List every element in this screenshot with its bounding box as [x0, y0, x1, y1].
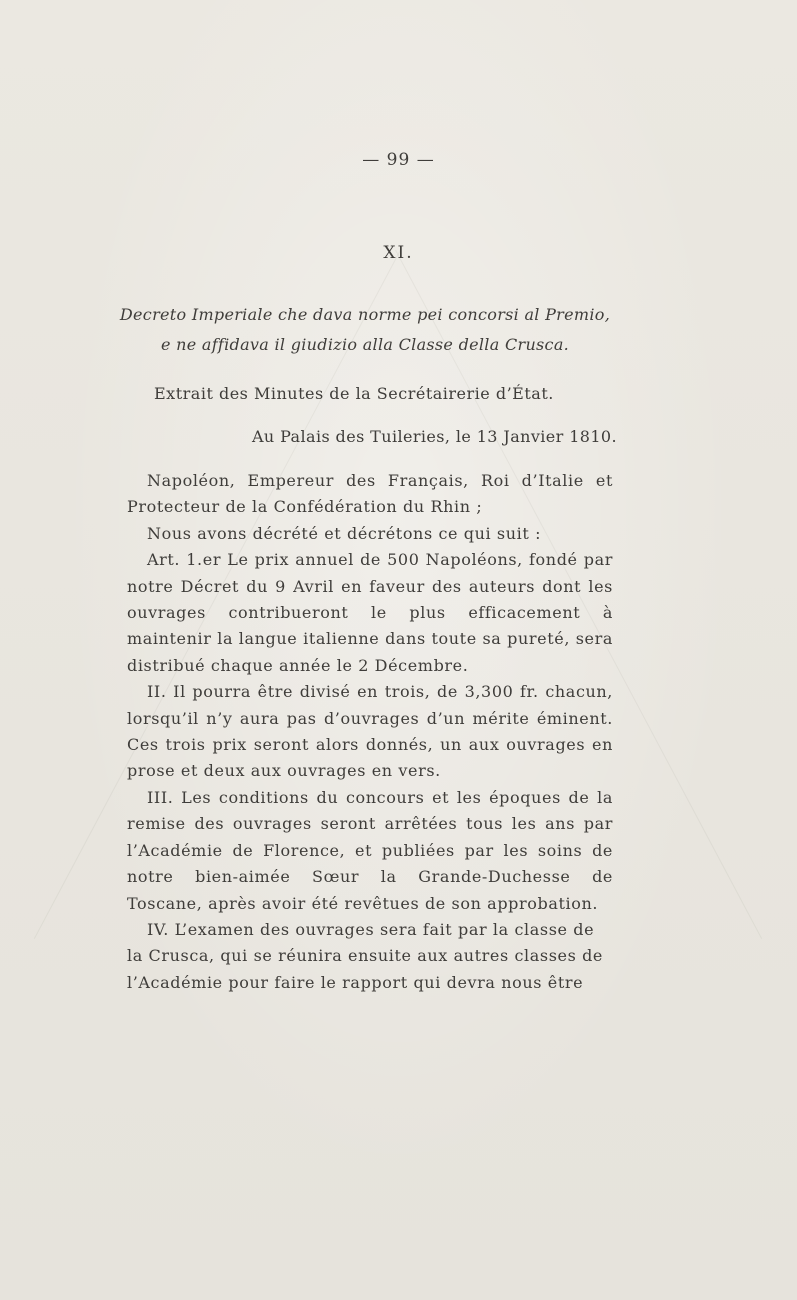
date-line: Au Palais des Tuileries, le 13 Janvier 1810. [251, 427, 617, 446]
paragraph: III. Les conditions du concours et les époques de la remise des ouvrages seront arrêtées tous les ans par l’Académie de Florence, et publiées par les soins de notre bien-aimée Sœur la Grande-Duchesse de Toscane, après avoir été revêtues de son approbation. [127, 787, 613, 913]
paragraph: Nous avons décrété et décrétons ce qui suit : [147, 523, 542, 543]
section-number: XI. [383, 243, 414, 263]
body-text [127, 468, 613, 996]
title-line: e ne affidava il giudizio alla Classe della Crusca. [160, 335, 570, 354]
title-line: Decreto Imperiale che dava norme pei concorsi al Premio, [119, 305, 611, 324]
page-number: — 99 — [362, 150, 435, 170]
paragraph: Napoléon, Empereur des Français, Roi d’Italie et Protecteur de la Confédération du Rhin ; [127, 471, 613, 517]
extract-heading: Extrait des Minutes de la Secrétairerie d’État. [154, 384, 554, 403]
paragraph: Art. 1.er Le prix annuel de 500 Napoléons, fondé par notre Décret du 9 Avril en faveur des auteurs dont les ouvrages contribueront le plus efficacement à maintenir la langue italienne dans toute sa pureté, sera distribué chaque année le 2 Décembre. [127, 550, 613, 675]
document-title [100, 300, 630, 360]
paragraph: IV. L’examen des ouvrages sera fait par la classe de la Crusca, qui se réunira ensuite aux autres classes de l’Académie pour faire le rapport qui devra nous être [127, 919, 603, 992]
paragraph: II. Il pourra être divisé en trois, de 3,300 fr. chacun, lorsqu’il n’y aura pas d’ouvrages d’un mérite éminent. Ces trois prix seront alors donnés, un aux ouvrages en prose et deux aux ouvrages en vers. [127, 682, 613, 781]
